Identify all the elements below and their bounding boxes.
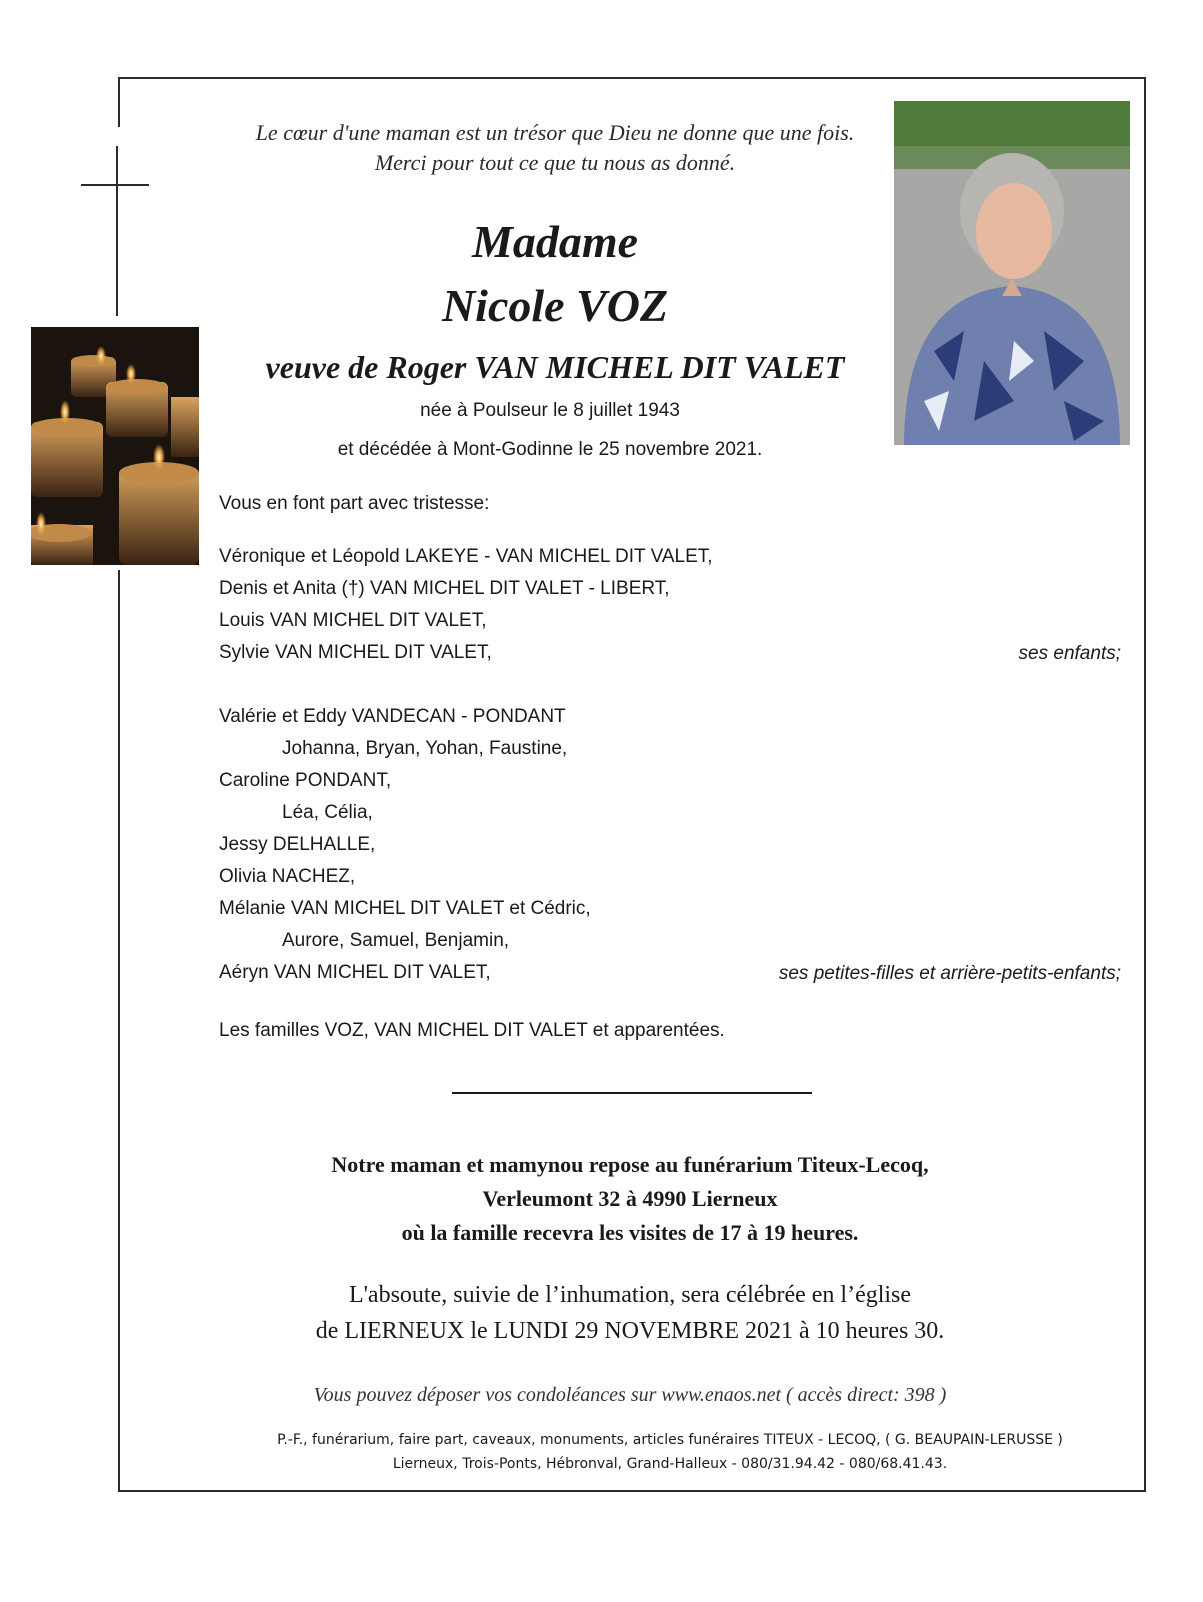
list-item: Aurore, Samuel, Benjamin, (282, 930, 510, 951)
ceremony-line-2: de LIERNEUX le LUNDI 29 NOVEMBRE 2021 à 10 heures 30. (315, 1318, 945, 1344)
list-item: Valérie et Eddy VANDECAN - PONDANT (219, 706, 566, 727)
quote-line-1: Le cœur d'une maman est un trésor que Dieu ne donne que une fois. (255, 120, 855, 145)
ceremony-info (230, 1277, 1030, 1349)
list-item: Louis VAN MICHEL DIT VALET, (219, 610, 487, 631)
portrait-photo (894, 101, 1130, 445)
cross-icon-vertical (116, 146, 118, 316)
frame-bottom-border (118, 1490, 1146, 1492)
list-item: Léa, Célia, (282, 802, 373, 823)
list-item: Véronique et Léopold LAKEYE - VAN MICHEL DIT VALET, (219, 546, 713, 567)
candles-image (31, 327, 199, 565)
repose-line-3: où la famille recevra les visites de 17 à 19 heures. (401, 1220, 859, 1245)
list-item: Jessy DELHALLE, (219, 834, 376, 855)
families: Les familles VOZ, VAN MICHEL DIT VALET et apparentées. (219, 1020, 725, 1041)
funeral-company (170, 1428, 1170, 1476)
widow-of: veuve de Roger VAN MICHEL DIT VALET (265, 349, 845, 385)
frame-left-border-lower (118, 570, 120, 1492)
list-item: Johanna, Bryan, Yohan, Faustine, (282, 738, 568, 759)
frame-right-border (1144, 77, 1146, 1492)
children-list (219, 541, 713, 669)
honorific: Madame (471, 216, 639, 267)
condolences-note: Vous pouvez déposer vos condoléances sur www.enaos.net ( accès direct: 398 ) (313, 1384, 947, 1406)
death-info: et décédée à Mont-Godinne le 25 novembre 2021. (337, 439, 763, 460)
quote (200, 118, 910, 178)
frame-top-border (118, 77, 1146, 79)
grandchildren-relation: ses petites-filles et arrière-petits-enfants; (778, 963, 1121, 984)
list-item: Aéryn VAN MICHEL DIT VALET, (219, 962, 491, 983)
divider (452, 1092, 812, 1094)
repose-info (230, 1148, 1030, 1250)
list-item: Sylvie VAN MICHEL DIT VALET, (219, 642, 492, 663)
list-item: Olivia NACHEZ, (219, 866, 356, 887)
repose-line-1: Notre maman et mamynou repose au funérarium Titeux-Lecoq, (331, 1152, 929, 1177)
quote-line-2: Merci pour tout ce que tu nous as donné. (374, 150, 736, 175)
frame-left-border-upper (118, 77, 120, 127)
deceased-name: Nicole VOZ (441, 280, 669, 331)
grandchildren-list (219, 701, 591, 989)
company-line-1: P.-F., funérarium, faire part, caveaux, monuments, articles funéraires TITEUX - LECOQ, ( G. BEAUPAIN-LERUSSE ) (277, 1432, 1063, 1448)
list-item: Mélanie VAN MICHEL DIT VALET et Cédric, (219, 898, 591, 919)
birth-info: née à Poulseur le 8 juillet 1943 (420, 400, 680, 421)
children-relation: ses enfants; (1018, 643, 1121, 664)
repose-line-2: Verleumont 32 à 4990 Lierneux (482, 1186, 778, 1211)
company-line-2: Lierneux, Trois-Ponts, Hébronval, Grand-Halleux - 080/31.94.42 - 080/68.41.43. (392, 1456, 948, 1472)
ceremony-line-1: L'absoute, suivie de l’inhumation, sera célébrée en l’église (348, 1282, 912, 1308)
list-item: Denis et Anita (†) VAN MICHEL DIT VALET - LIBERT, (219, 578, 670, 599)
cross-icon-horizontal (81, 184, 149, 186)
announcement: Vous en font part avec tristesse: (219, 493, 490, 514)
list-item: Caroline PONDANT, (219, 770, 392, 791)
